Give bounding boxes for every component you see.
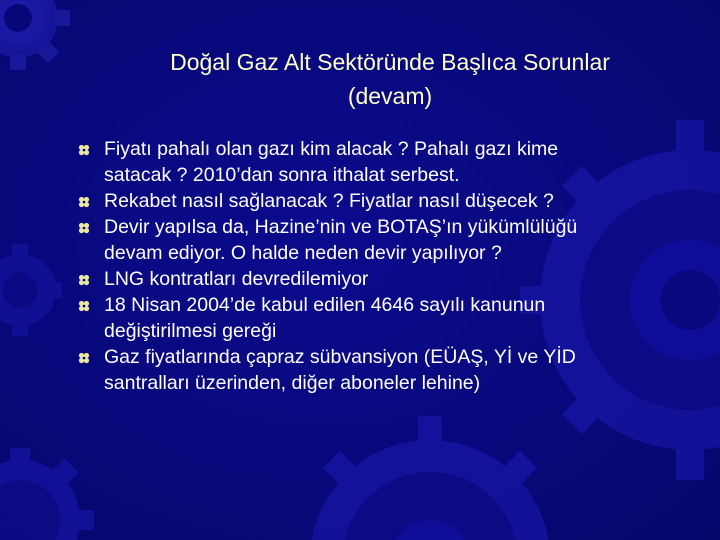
title-line-1: Doğal Gaz Alt Sektöründe Başlıca Sorunlar	[170, 49, 610, 76]
bullet-line-2: değiştirilmesi gereği	[104, 320, 277, 342]
bullet-line-2: santralları üzerinden, diğer aboneler lehine)	[104, 372, 481, 394]
bullet-line-1: Gaz fiyatlarında çapraz sübvansiyon (EÜAŞ, Yİ ve YİD	[104, 346, 576, 368]
flower-bullet-icon	[78, 300, 90, 312]
flower-bullet-icon	[78, 144, 90, 156]
bullet-line-1: LNG kontratları devredilemiyor	[104, 268, 369, 290]
list-item	[78, 136, 688, 188]
gear-icon	[0, 448, 94, 540]
bullet-line-2: satacak ? 2010’dan sonra ithalat serbest.	[104, 164, 460, 186]
flower-bullet-icon	[78, 222, 90, 234]
list-item	[78, 214, 688, 266]
list-item	[78, 292, 688, 344]
title-line-2: (devam)	[347, 83, 433, 110]
flower-bullet-icon	[78, 352, 90, 364]
list-item	[78, 344, 688, 396]
bullet-line-1: Fiyatı pahalı olan gazı kim alacak ? Pahalı gazı kime	[104, 138, 559, 160]
list-item	[78, 188, 688, 214]
slide-title	[80, 45, 700, 113]
gear-icon	[0, 0, 70, 70]
flower-bullet-icon	[78, 196, 90, 208]
bullet-line-1: 18 Nisan 2004’de kabul edilen 4646 sayılı kanunun	[104, 294, 546, 316]
gear-icon	[300, 416, 560, 540]
bullet-line-1: Devir yapılsa da, Hazine’nin ve BOTAŞ’ın yükümlülüğü	[104, 216, 578, 238]
gear-icon	[0, 244, 62, 336]
flower-bullet-icon	[78, 274, 90, 286]
list-item	[78, 266, 688, 292]
bullet-line-2: devam ediyor. O halde neden devir yapılıyor ?	[104, 242, 502, 264]
bullet-line-1: Rekabet nasıl sağlanacak ? Fiyatlar nasıl düşecek ?	[104, 190, 554, 212]
bullet-list	[78, 136, 688, 396]
